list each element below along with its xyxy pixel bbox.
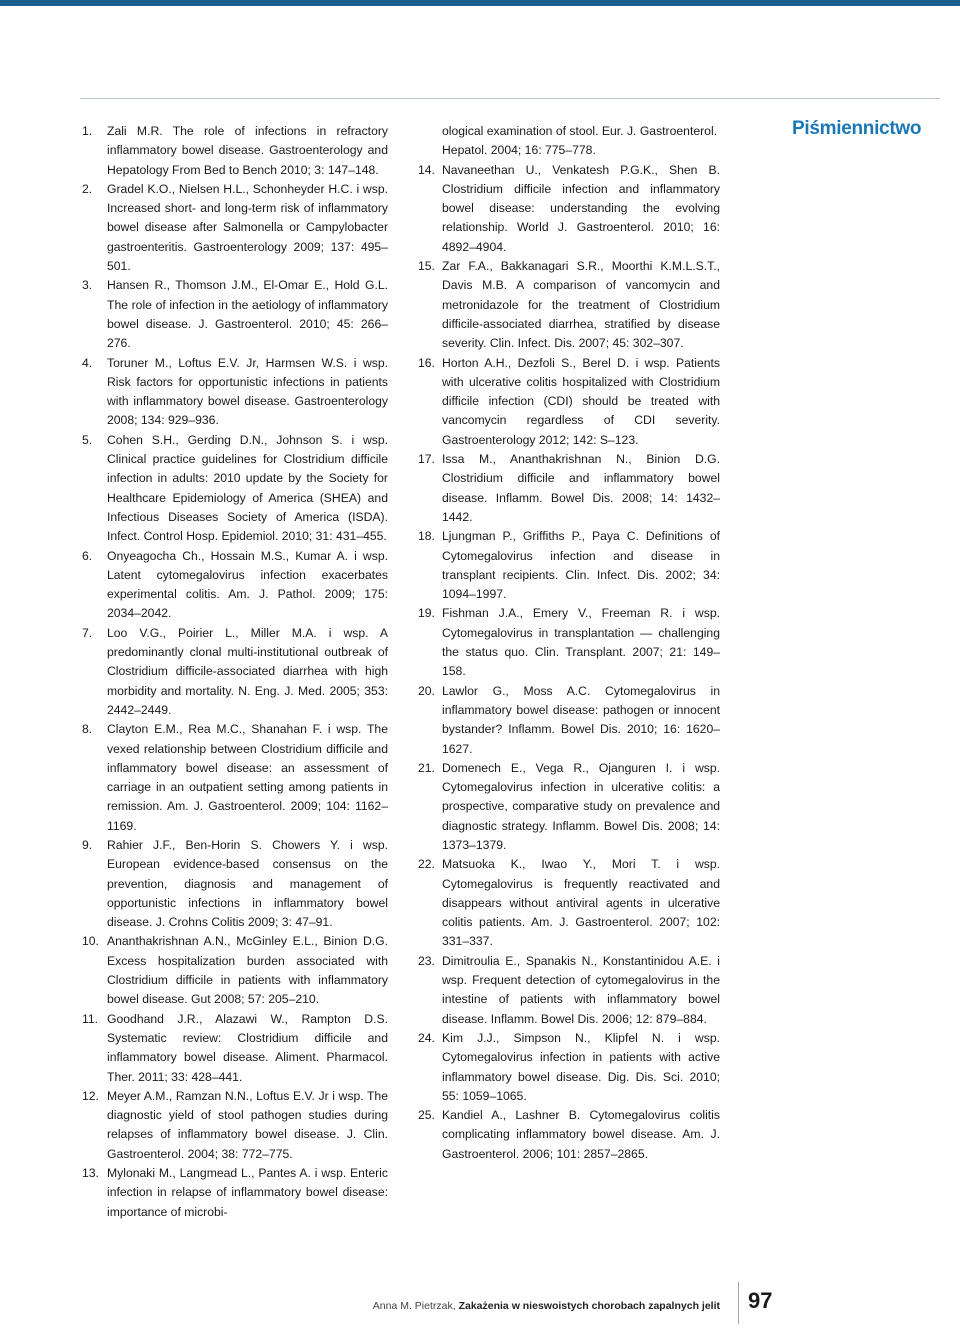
reference-number: 15. [418,259,435,274]
reference-text: Rahier J.F., Ben-Horin S. Chowers Y. i wsp. European evidence-based consensus on the prevention, diagnosis and management of opportunistic infections in inflammatory bowel disease. J. Crohns Colitis 2009; 3: 47–91. [107,837,388,930]
reference-number: 12. [82,1088,99,1103]
reference-number: 17. [418,452,435,467]
reference-number: 23. [418,953,435,968]
reference-item [418,855,720,951]
reference-item [418,450,720,527]
reference-number: 1. [82,124,93,138]
reference-number: 18. [418,529,435,544]
reference-text: Kim J.J., Simpson N., Klipfel N. i wsp. Cytomegalovirus infection in patients with active inflammatory bowel disease. Dig. Dis. Sci. 2010; 55: 1059–1065. [442,1030,720,1103]
reference-item [82,836,388,932]
reference-number: 10. [82,934,99,949]
reference-text: Zali M.R. The role of infections in refractory inflammatory bowel disease. Gastroenterology and Hepatology From Bed to Bench 2010; 3: 147–148. [107,124,388,177]
reference-text: Horton A.H., Dezfoli S., Berel D. i wsp. Patients with ulcerative colitis hospitalized with Clostridium difficile infection (CDI) should be treated with vancomycin regardless of CDI severity. Gastroenterology 2012; 142: S–123. [442,355,720,447]
reference-number: 7. [82,625,93,640]
reference-item [82,1010,388,1087]
reference-text: Toruner M., Loftus E.V. Jr, Harmsen W.S. i wsp. Risk factors for opportunistic infections in patients with inflammatory bowel disease. Gastroenterology 2008; 134: 929–936. [107,355,388,428]
reference-text: Dimitroulia E., Spanakis N., Konstantinidou A.E. i wsp. Frequent detection of cytomegalovirus in the intestine of patients with inflammatory bowel disease. Inflamm. Bowel Dis. 2006; 12: 879–884. [442,953,720,1026]
reference-item [82,720,388,836]
reference-item [418,161,720,257]
reference-item [418,527,720,604]
reference-number: 14. [418,162,435,177]
reference-number: 4. [82,355,93,370]
reference-text: Matsuoka K., Iwao Y., Mori T. i wsp. Cytomegalovirus is frequently reactivated and disappears without antiviral agents in ulcerative colitis patients. Am. J. Gastroenterol. 2007; 102: 331–337. [442,857,720,949]
reference-text: Ananthakrishnan A.N., McGinley E.L., Binion D.G. Excess hospitalization burden associated with Clostridium difficile in patients with inflammatory bowel disease. Gut 2008; 57: 205–210. [107,934,388,1007]
reference-text: Goodhand J.R., Alazawi W., Rampton D.S. Systematic review: Clostridium difficile and inflammatory bowel disease. Aliment. Pharmacol. Ther. 2011; 33: 428–441. [107,1011,388,1084]
reference-number: 9. [82,837,93,852]
reference-text: Lawlor G., Moss A.C. Cytomegalovirus in inflammatory bowel disease: pathogen or innocent bystander? Inflamm. Bowel Dis. 2010; 16: 1620–1627. [442,683,720,756]
reference-number: 25. [418,1108,435,1123]
reference-number: 3. [82,278,93,293]
reference-item [418,354,720,450]
footer-author: Anna M. Pietrzak, [372,1300,456,1312]
reference-text: Cohen S.H., Gerding D.N., Johnson S. i wsp. Clinical practice guidelines for Clostridium difficile infection in adults: 2010 update by the Society for Healthcare Epidemiology of America (SHEA) and Infectious Diseases Society of America (ISDA). Infect. Control Hosp. Epidemiol. 2010; 31: 431–455. [107,432,388,544]
reference-number: 19. [418,606,435,621]
reference-text: Domenech E., Vega R., Ojanguren I. i wsp. Cytomegalovirus infection in ulcerative colitis: a prospective, comparative study on prevalence and diagnostic strategy. Inflamm. Bowel Dis. 2008; 14: 1373–1379. [442,760,720,852]
top-color-bar [0,0,960,6]
reference-item [418,1029,720,1106]
reference-item [82,180,388,276]
reference-text: Issa M., Ananthakrishnan N., Binion D.G. Clostridium difficile and inflammatory bowel disease. Inflamm. Bowel Dis. 2008; 14: 1432–1442. [442,452,720,524]
section-title: Piśmiennictwo [792,118,922,139]
reference-item [82,624,388,720]
reference-number: 6. [82,548,93,563]
reference-item [82,932,388,1009]
footer-article-title: Zakażenia w nieswoistych chorobach zapalnych jelit [458,1300,720,1312]
footer-divider [738,1282,739,1324]
reference-item [82,276,388,353]
reference-text: Fishman J.A., Emery V., Freeman R. i wsp. Cytomegalovirus in transplantation — challenging the status quo. Clin. Transplant. 2007; 21: 149–158. [442,606,720,679]
reference-item [82,431,388,547]
reference-item [82,122,388,180]
reference-number: 13. [82,1166,99,1181]
reference-item [82,1087,388,1164]
reference-item [418,759,720,855]
reference-text: Navaneethan U., Venkatesh P.G.K., Shen B. Clostridium difficile infection and inflammatory bowel disease: understanding the evolving relationship. World J. Gastroenterol. 2010; 16: 4892–4904. [442,162,720,254]
reference-number: 21. [418,760,435,775]
reference-number: 5. [82,432,93,447]
footer-citation [373,1300,720,1312]
reference-text: Zar F.A., Bakkanagari S.R., Moorthi K.M.L.S.T., Davis M.B. A comparison of vancomycin and metronidazole for the treatment of Clostridium difficile-associated diarrhea, stratified by disease severity. Clin. Infect. Dis. 2007; 45: 302–307. [442,259,720,351]
reference-text: Loo V.G., Poirier L., Miller M.A. i wsp. A predominantly clonal multi-institutional outbreak of Clostridium difficile-associated diarrhea with high morbidity and mortality. N. Eng. J. Med. 2005; 353: 2442–2449. [107,625,388,717]
reference-continuation: ological examination of stool. Eur. J. Gastroenterol. Hepatol. 2004; 16: 775–778. [442,124,718,158]
reference-number: 24. [418,1030,435,1045]
page-number: 97 [748,1288,773,1313]
reference-number: 11. [82,1011,99,1026]
reference-text: Onyeagocha Ch., Hossain M.S., Kumar A. i wsp. Latent cytomegalovirus infection exacerbates experimental colitis. Am. J. Pathol. 2009; 175: 2034–2042. [107,548,388,621]
reference-item [418,1106,720,1164]
reference-text: Kandiel A., Lashner B. Cytomegalovirus colitis complicating inflammatory bowel disease. Am. J. Gastroenterol. 2006; 101: 2857–2865. [442,1108,720,1161]
header-rule [80,98,940,99]
reference-number: 2. [82,181,93,196]
reference-item [82,547,388,624]
reference-item [82,354,388,431]
reference-item [418,604,720,681]
reference-text: Clayton E.M., Rea M.C., Shanahan F. i wsp. The vexed relationship between Clostridium difficile and inflammatory bowel disease: an assessment of carriage in an outpatient setting among patients in remission. Am. J. Gastroenterol. 2009; 104: 1162–1169. [107,722,388,833]
reference-number: 16. [418,355,435,370]
references-left-column [82,122,388,1222]
reference-item [418,257,720,353]
reference-number: 8. [82,722,93,737]
reference-text: Gradel K.O., Nielsen H.L., Schonheyder H.C. i wsp. Increased short- and long-term risk of inflammatory bowel disease after Salmonella or Campylobacter gastroenteritis. Gastroenterology 2009; 137: 495–501. [107,181,388,274]
reference-item [418,952,720,1029]
reference-number: 22. [418,857,435,872]
reference-item [418,682,720,759]
reference-number: 20. [418,683,435,698]
reference-text: Ljungman P., Griffiths P., Paya C. Definitions of Cytomegalovirus infection and disease in transplant recipients. Clin. Infect. Dis. 2002; 34: 1094–1997. [442,529,720,602]
references-right-column [418,122,720,1164]
reference-text: Hansen R., Thomson J.M., El-Omar E., Hold G.L. The role of infection in the aetiology of inflammatory bowel disease. J. Gastroenterol. 2010; 45: 266–276. [107,278,388,351]
reference-text: Mylonaki M., Langmead L., Pantes A. i wsp. Enteric infection in relapse of inflammatory bowel disease: importance of microbi- [107,1166,388,1219]
reference-item [82,1164,388,1222]
reference-text: Meyer A.M., Ramzan N.N., Loftus E.V. Jr i wsp. The diagnostic yield of stool pathogen studies during relapses of inflammatory bowel disease. J. Clin. Gastroenterol. 2004; 38: 772–775. [107,1088,388,1161]
